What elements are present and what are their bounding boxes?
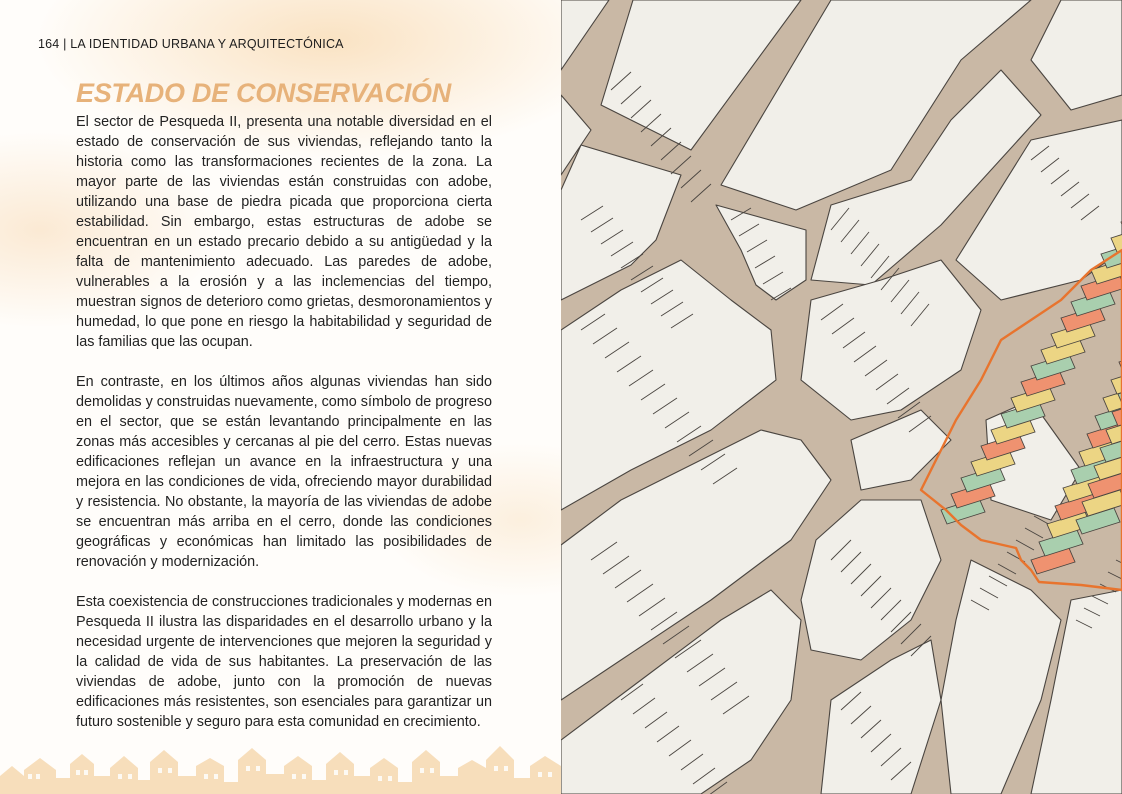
paragraph: El sector de Pesqueda II, presenta una notable diversidad en el estado de conservación de sus viviendas, reflejando tanto la historia como las transformaciones recientes de la zona. La mayor parte de las viviendas están construidas con adobe, utilizando una base de piedra picada que proporciona cierta estabilidad. Sin embargo, estas estructuras de adobe se encuentran en un estado precario debido a su antigüedad y la falta de mantenimiento adecuado. Las paredes de adobe, vulnerables a la erosión y a las inclemencias del tiempo, muestran signos de deterioro como grietas, desmoronamientos y humedad, lo que pone en riesgo la habitabilidad y seguridad de las familias que las ocupan.	[76, 114, 492, 350]
body-text	[76, 112, 492, 752]
section-title: ESTADO DE CONSERVACIÓN	[76, 78, 451, 108]
map-canvas	[561, 0, 1122, 794]
running-head: 164 | LA IDENTIDAD URBANA Y ARQUITECTÓNICA	[38, 37, 344, 51]
paragraph: En contraste, en los últimos años algunas viviendas han sido demolidas y construidas nuevamente, como símbolo de progreso en el sector, que se están levantando principalmente en las zonas más accesibles y cercanas al pie del cerro. Estas nuevas edificaciones reflejan un avance en la infraestructura y una mejora en las condiciones de vida, ofreciendo mayor durabilidad y resistencia. No obstante, la mayoría de las viviendas de adobe se encuentran más arriba en el cerro, donde las condiciones geográficas y económicas han limitado las posibilidades de renovación y modernización.	[76, 374, 492, 570]
urban-map	[561, 0, 1122, 794]
skyline-decoration	[0, 730, 561, 794]
paragraph: Esta coexistencia de construcciones tradicionales y modernas en Pesqueda II ilustra las disparidades en el desarrollo urbano y la necesidad urgente de intervenciones que mejoren la seguridad y la calidad de vida de sus habitantes. La preservación de las viviendas de adobe, junto con la promoción de nuevas edificaciones más resistentes, son esenciales para garantizar un futuro sostenible y seguro para esta comunidad en crecimiento.	[76, 594, 492, 730]
